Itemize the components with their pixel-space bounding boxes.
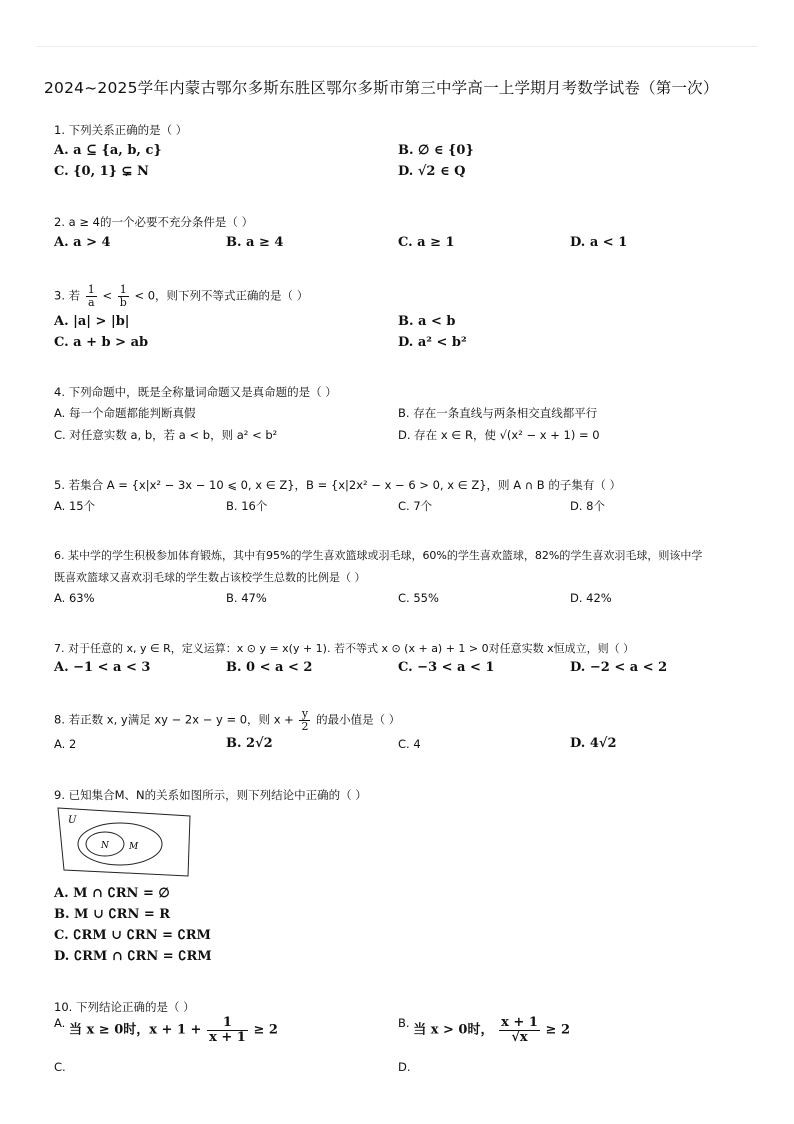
question-4-stem: 4. 下列命题中，既是全称量词命题又是真命题的是（ ）	[54, 385, 337, 399]
q8-option-a[interactable]: A. 2	[54, 737, 77, 751]
q3-frac2-numerator: 1	[118, 284, 129, 297]
q2-option-d[interactable]: D. a < 1	[570, 235, 628, 250]
q6-option-d[interactable]: D. 42%	[570, 591, 612, 605]
q10-option-a-fraction	[207, 1016, 248, 1044]
set-m-ellipse	[78, 823, 162, 865]
q8-stem-suffix: 的最小值是（ ）	[316, 712, 401, 727]
question-7-stem: 7. 对于任意的 x, y ∈ R，定义运算：x ⊙ y = x(y + 1). 若不等式 x ⊙ (x + a) + 1 > 0对任意实数 x恒成立，则（ ）	[54, 642, 635, 655]
q6-option-a[interactable]: A. 63%	[54, 591, 95, 605]
q10-option-a[interactable]	[54, 1016, 278, 1044]
venn-label-m: M	[129, 842, 139, 852]
q7-option-b[interactable]: B. 0 < a < 2	[226, 660, 313, 675]
venn-diagram	[56, 806, 192, 878]
q5-option-a[interactable]: A. 15个	[54, 499, 96, 513]
page-title: 2024~2025学年内蒙古鄂尔多斯东胜区鄂尔多斯市第三中学高一上学期月考数学试卷（第一次）	[44, 79, 719, 97]
question-1-stem: 1. 下列关系正确的是（ ）	[54, 123, 188, 137]
q8-option-b[interactable]: B. 2√2	[226, 736, 273, 751]
q1-option-d[interactable]: D. √2 ∈ Q	[398, 164, 466, 179]
q3-option-c[interactable]: C. a + b > ab	[54, 335, 149, 350]
q10-option-b-denominator: √x	[511, 1029, 528, 1045]
q8-option-c[interactable]: C. 4	[398, 737, 421, 751]
question-3-stem	[54, 284, 308, 308]
venn-label-u: U	[68, 815, 77, 826]
q3-fraction-1-over-a	[86, 284, 97, 308]
q9-option-c[interactable]: C. ∁RM ∪ ∁RN = ∁RM	[54, 928, 211, 943]
q3-frac1-numerator: 1	[87, 283, 95, 296]
q2-option-c[interactable]: C. a ≥ 1	[398, 235, 455, 250]
question-6-stem-line-2: 既喜欢篮球又喜欢羽毛球的学生数占该校学生总数的比例是（ ）	[54, 571, 366, 584]
q3-option-b[interactable]: B. a < b	[398, 314, 456, 329]
q10-option-a-letter: A.	[54, 1016, 66, 1030]
question-5-stem: 5. 若集合 A = {x|x² − 3x − 10 ⩽ 0, x ∈ Z}，B = {x|2x² − x − 6 > 0, x ∈ Z}，则 A ∩ B 的子集有（ ）	[54, 478, 621, 492]
q5-option-c[interactable]: C. 7个	[398, 499, 433, 513]
q7-option-d[interactable]: D. −2 < a < 2	[570, 660, 668, 675]
q10-option-b-fraction	[499, 1016, 540, 1044]
q2-option-b[interactable]: B. a ≥ 4	[226, 235, 284, 250]
q9-option-d[interactable]: D. ∁RM ∩ ∁RN = ∁RM	[54, 949, 212, 964]
q10-option-b-numerator: x + 1	[501, 1015, 538, 1030]
venn-label-n: N	[101, 841, 109, 851]
q8-stem-prefix: 8. 若正数 x, y满足 xy − 2x − y = 0，则 x +	[54, 712, 294, 727]
q8-option-d[interactable]: D. 4√2	[570, 736, 617, 751]
question-6-stem-line-1: 6. 某中学的学生积极参加体育锻炼，其中有95%的学生喜欢篮球或羽毛球，60%的学生喜欢篮球，82%的学生喜欢羽毛球，则该中学	[54, 549, 703, 562]
q5-option-d[interactable]: D. 8个	[570, 499, 605, 513]
q6-option-c[interactable]: C. 55%	[398, 591, 439, 605]
q4-option-c[interactable]: C. 对任意实数 a, b，若 a < b，则 a² < b²	[54, 428, 278, 442]
q3-fraction-1-over-b	[118, 284, 129, 308]
header-rule	[36, 46, 758, 47]
q2-option-a[interactable]: A. a > 4	[54, 235, 111, 250]
q6-option-b[interactable]: B. 47%	[226, 591, 267, 605]
q9-option-b[interactable]: B. M ∪ ∁RN = R	[54, 907, 171, 922]
question-2-stem: 2. a ≥ 4的一个必要不充分条件是（ ）	[54, 215, 254, 229]
q8-fraction-y-over-2	[299, 708, 310, 732]
q4-option-b[interactable]: B. 存在一条直线与两条相交直线都平行	[398, 406, 598, 420]
question-8-stem	[54, 708, 400, 732]
q3-frac2-denominator: b	[119, 295, 127, 309]
q7-option-a[interactable]: A. −1 < a < 3	[54, 660, 151, 675]
q10-option-b-prefix: 当 x > 0时，	[413, 1022, 494, 1038]
q9-option-a[interactable]: A. M ∩ ∁RN = ∅	[54, 886, 170, 901]
q3-option-a[interactable]: A. |a| > |b|	[54, 314, 130, 329]
q10-option-d[interactable]: D.	[398, 1060, 411, 1074]
q3-stem-lt: <	[102, 288, 113, 303]
q10-option-a-denominator: x + 1	[209, 1029, 246, 1045]
q10-option-a-numerator: 1	[207, 1016, 248, 1031]
q3-frac1-denominator: a	[88, 295, 95, 309]
q10-option-c[interactable]: C.	[54, 1060, 66, 1074]
q10-option-b[interactable]	[398, 1016, 570, 1044]
q3-option-d[interactable]: D. a² < b²	[398, 335, 467, 350]
q5-option-b[interactable]: B. 16个	[226, 499, 268, 513]
q10-option-b-letter: B.	[398, 1016, 410, 1030]
q3-stem-prefix: 3. 若	[54, 288, 81, 303]
q4-option-a[interactable]: A. 每一个命题都能判断真假	[54, 406, 196, 420]
q3-stem-suffix: < 0，则下列不等式正确的是（ ）	[134, 288, 309, 303]
q7-option-c[interactable]: C. −3 < a < 1	[398, 660, 495, 675]
q10-option-a-suffix: ≥ 2	[253, 1022, 278, 1038]
q4-option-d[interactable]: D. 存在 x ∈ R，使 √(x² − x + 1) = 0	[398, 428, 600, 442]
q1-option-c[interactable]: C. {0, 1} ⊊ N	[54, 164, 149, 179]
question-10-stem: 10. 下列结论正确的是（ ）	[54, 1000, 195, 1014]
q8-frac-denominator: 2	[301, 719, 309, 733]
q1-option-b[interactable]: B. ∅ ∈ {0}	[398, 143, 474, 158]
q10-option-a-prefix: 当 x ≥ 0时，x + 1 +	[68, 1022, 202, 1038]
q1-option-a[interactable]: A. a ⊆ {a, b, c}	[54, 143, 162, 158]
question-9-stem: 9. 已知集合M、N的关系如图所示，则下列结论中正确的（ ）	[54, 788, 367, 802]
q8-frac-numerator: y	[299, 708, 310, 721]
q10-option-b-suffix: ≥ 2	[545, 1022, 571, 1038]
